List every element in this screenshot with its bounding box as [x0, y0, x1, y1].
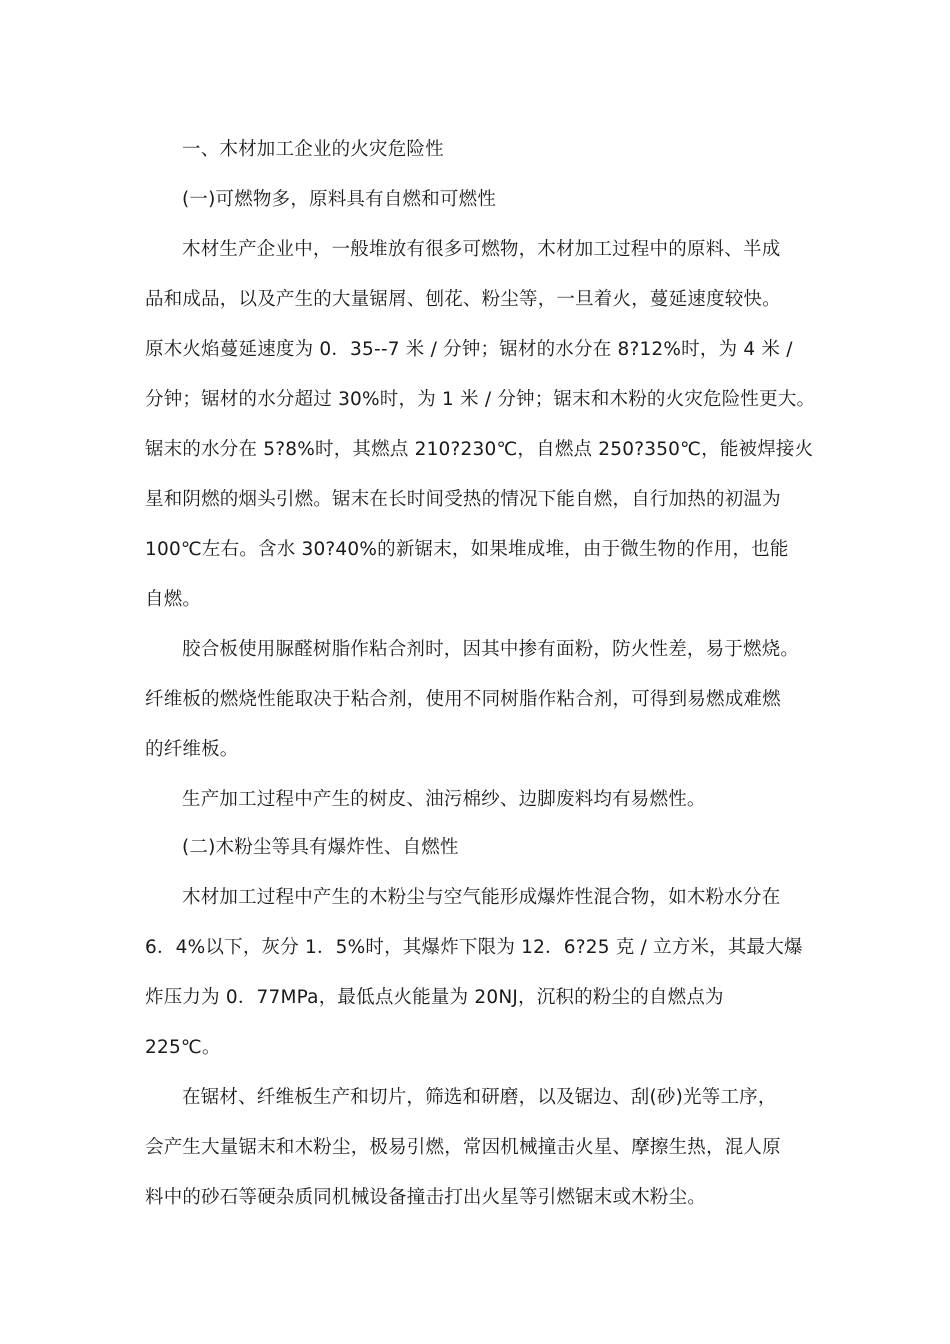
paragraph-line: 木材生产企业中，一般堆放有很多可燃物，木材加工过程中的原料、半成 [182, 239, 781, 260]
paragraph-line: 生产加工过程中产生的树皮、油污棉纱、边脚废料均有易燃性。 [182, 789, 706, 810]
paragraph-line: 炸压力为 0．77MPa，最低点火能量为 20NJ，沉积的粉尘的自燃点为 [145, 987, 724, 1008]
subsection-heading-1: (一)可燃物多，原料具有自燃和可燃性 [182, 189, 497, 210]
paragraph-line: 会产生大量锯末和木粉尘，极易引燃，常因机械撞击火星、摩擦生热，混人原 [145, 1137, 781, 1158]
paragraph-line: 胶合板使用脲醛树脂作粘合剂时，因其中掺有面粉，防火性差，易于燃烧。 [182, 639, 800, 660]
paragraph-line: 原木火焰蔓延速度为 0．35--7 米 / 分钟；锯材的水分在 8?12%时，为 4 米 / [145, 339, 793, 360]
paragraph-line: 分钟；锯材的水分超过 30%时，为 1 米 / 分钟；锯末和木粉的火灾危险性更大。 [145, 389, 816, 410]
paragraph-line: 的纤维板。 [145, 739, 239, 760]
paragraph-line: 100℃左右。含水 30?40%的新锯末，如果堆成堆，由于微生物的作用，也能 [145, 539, 789, 560]
paragraph-line: 在锯材、纤维板生产和切片，筛选和研磨，以及锯边、刮(砂)光等工序， [182, 1087, 777, 1108]
paragraph-line: 锯末的水分在 5?8%时，其燃点 210?230℃，自燃点 250?350℃，能被焊接火 [145, 439, 814, 460]
paragraph-line: 料中的砂石等硬杂质同机械设备撞击打出火星等引燃锯末或木粉尘。 [145, 1187, 707, 1208]
paragraph-line: 星和阴燃的烟头引燃。锯末在长时间受热的情况下能自燃，自行加热的初温为 [145, 489, 781, 510]
paragraph-line: 品和成品，以及产生的大量锯屑、刨花、粉尘等，一旦着火，蔓延速度较快。 [145, 289, 781, 310]
section-heading-1: 一、木材加工企业的火灾危险性 [182, 139, 444, 160]
paragraph-line: 木材加工过程中产生的木粉尘与空气能形成爆炸性混合物，如木粉水分在 [182, 887, 781, 908]
paragraph-line: 自燃。 [145, 589, 202, 610]
paragraph-line: 纤维板的燃烧性能取决于粘合剂，使用不同树脂作粘合剂，可得到易燃成难燃 [145, 689, 781, 710]
paragraph-line: 6．4%以下，灰分 1．5%时，其爆炸下限为 12．6?25 克 / 立方米，其最大爆 [145, 937, 803, 958]
subsection-heading-2: (二)木粉尘等具有爆炸性、自燃性 [182, 837, 459, 858]
paragraph-line: 225℃。 [145, 1037, 221, 1058]
